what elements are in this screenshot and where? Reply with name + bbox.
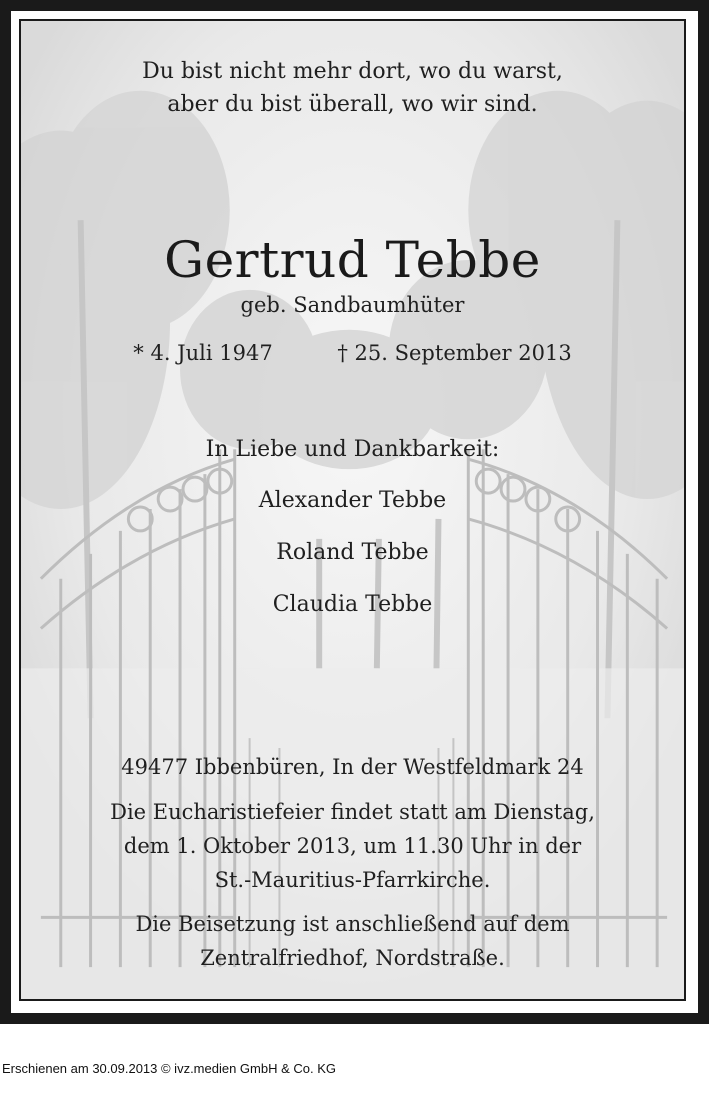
birth-name: geb. Sandbaumhüter bbox=[240, 293, 465, 317]
service-line-3: St.-Mauritius-Pfarrkirche. bbox=[214, 868, 491, 892]
mourner-name: Roland Tebbe bbox=[276, 540, 429, 565]
publication-credit: Erschienen am 30.09.2013 © ivz.medien GmbH & Co. KG bbox=[2, 1061, 337, 1076]
burial-line-2: Zentralfriedhof, Nordstraße. bbox=[200, 946, 505, 970]
mourner-name: Claudia Tebbe bbox=[272, 592, 433, 617]
thanks-heading: In Liebe und Dankbarkeit: bbox=[205, 437, 500, 462]
deceased-name: Gertrud Tebbe bbox=[164, 231, 541, 289]
service-line-2: dem 1. Oktober 2013, um 11.30 Uhr in der bbox=[123, 834, 582, 858]
burial-details bbox=[21, 907, 684, 975]
death-date: † 25. September 2013 bbox=[337, 341, 572, 365]
service-details bbox=[21, 795, 684, 897]
verse-line-1: Du bist nicht mehr dort, wo du warst, bbox=[142, 59, 563, 84]
life-dates bbox=[21, 341, 684, 365]
memorial-verse bbox=[21, 55, 684, 121]
mourner-name: Alexander Tebbe bbox=[258, 488, 447, 513]
verse-line-2: aber du bist überall, wo wir sind. bbox=[167, 92, 538, 117]
obituary-card bbox=[19, 19, 686, 1001]
burial-line-1: Die Beisetzung ist anschließend auf dem bbox=[135, 912, 570, 936]
birth-date: * 4. Juli 1947 bbox=[133, 341, 273, 365]
obituary-text bbox=[21, 21, 684, 999]
family-address: 49477 Ibbenbüren, In der Westfeldmark 24 bbox=[121, 755, 584, 779]
service-line-1: Die Eucharistiefeier findet statt am Dienstag, bbox=[110, 800, 595, 824]
white-inner-frame bbox=[11, 11, 698, 1013]
